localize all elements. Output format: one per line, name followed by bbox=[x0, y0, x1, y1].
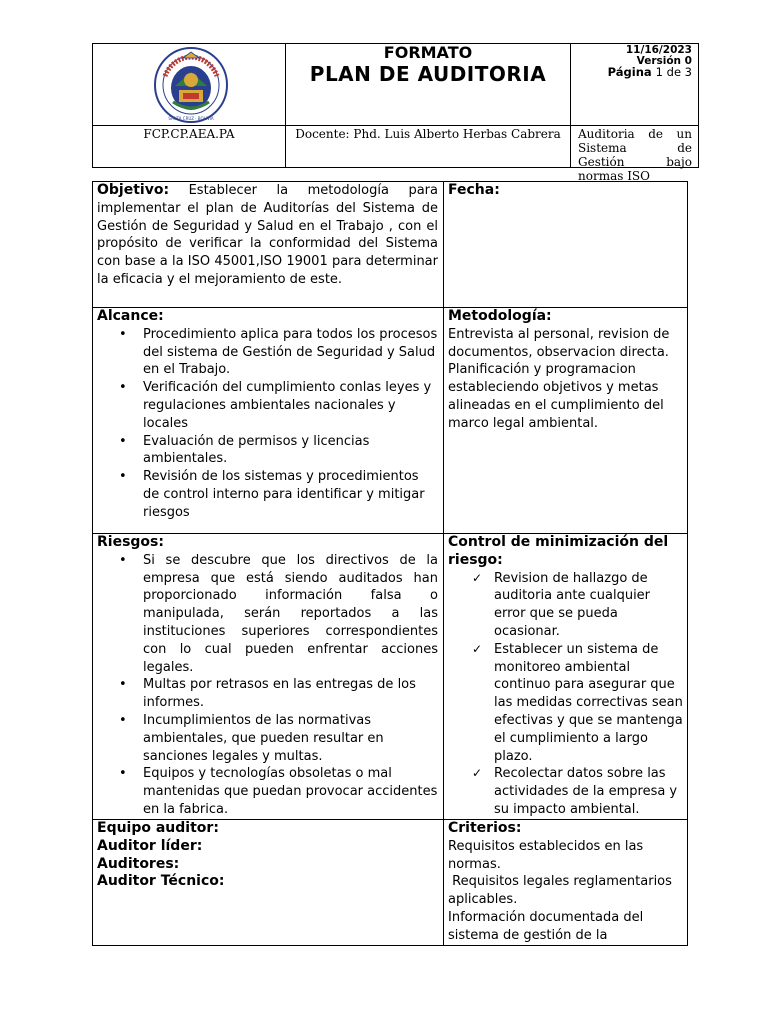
list-item: • Evaluación de permisos y licencias ambientales. bbox=[97, 433, 438, 469]
document-code: FCP.CP.AEA.PA bbox=[93, 126, 286, 167]
criteria-line: Requisitos establecidos en las normas. bbox=[448, 838, 644, 872]
document-meta bbox=[571, 44, 698, 126]
objective-row bbox=[93, 182, 687, 308]
scope-list bbox=[97, 326, 438, 522]
document-title: PLAN DE AUDITORIA bbox=[309, 62, 547, 86]
page-value: 1 de 3 bbox=[655, 65, 692, 79]
list-item: • Equipos y tecnologías obsoletas o mal mantenidas que puedan provocar accidentes en la fabrica. bbox=[97, 765, 438, 818]
risks-cell bbox=[93, 534, 444, 819]
title-cell bbox=[286, 44, 571, 126]
list-item-text: Establecer un sistema de monitoreo ambiental continuo para asegurar que las medidas correctivas sean efectivas y que se mantenga el cumplimiento a largo plazo. bbox=[494, 641, 683, 764]
list-item bbox=[448, 641, 684, 766]
list-item-text: Recolectar datos sobre las actividades de la empresa y su impacto ambiental. bbox=[494, 766, 678, 817]
risks-label: Riesgos: bbox=[97, 534, 164, 550]
audit-scope: Auditoria de un Sistema de Gestión bajo normas ISO bbox=[578, 127, 692, 183]
technical-auditor-label: Auditor Técnico: bbox=[97, 873, 225, 890]
methodology-cell bbox=[444, 308, 687, 533]
risks-list bbox=[97, 552, 438, 819]
methodology-paragraph: Planificación y programacion estableciendo objetivos y metas alineadas en el cumplimiento del marco legal ambiental. bbox=[448, 362, 664, 431]
methodology-label: Metodología: bbox=[448, 308, 552, 324]
methodology-paragraph: Entrevista al personal, revision de documentos, observacion directa. bbox=[448, 326, 670, 360]
logo-cell bbox=[93, 44, 286, 126]
criteria-label: Criterios: bbox=[448, 820, 522, 836]
list-item: • Incumplimientos de las normativas ambientales, que pueden resultar en sanciones legales y multas. bbox=[97, 712, 438, 765]
team-cell bbox=[93, 820, 444, 945]
checkmark-icon: ✓ bbox=[472, 766, 483, 781]
team-label: Equipo auditor: bbox=[97, 820, 219, 836]
list-item bbox=[448, 570, 684, 641]
document-date: 11/16/2023 bbox=[625, 44, 692, 56]
risks-row bbox=[93, 534, 687, 820]
checkmark-icon: ✓ bbox=[472, 570, 483, 585]
lead-auditor-label: Auditor líder: bbox=[97, 837, 203, 854]
objective-label: Objetivo: bbox=[97, 182, 170, 198]
document-header-table bbox=[92, 43, 699, 183]
teacher-name: Docente: Phd. Luis Alberto Herbas Cabrera bbox=[286, 126, 571, 167]
risk-control-list bbox=[448, 570, 684, 819]
document-kind: FORMATO bbox=[383, 43, 473, 62]
risk-control-cell bbox=[444, 534, 687, 819]
criteria-line: Información documentada del sistema de gestión de la bbox=[448, 909, 644, 943]
university-seal-logo bbox=[153, 46, 229, 124]
scope-label: Alcance: bbox=[97, 308, 164, 324]
audit-plan-table bbox=[92, 181, 688, 946]
list-item: • Revisión de los sistemas y procedimientos de control interno para identificar y mitigar riesgos bbox=[97, 468, 438, 521]
list-item-text: Revision de hallazgo de auditoria ante cualquier error que se pueda ocasionar. bbox=[494, 570, 651, 639]
page-number bbox=[571, 67, 692, 78]
document-version: Versión 0 bbox=[636, 55, 692, 67]
objective-cell bbox=[93, 182, 444, 307]
list-item: • Multas por retrasos en las entregas de los informes. bbox=[97, 676, 438, 712]
objective-text: Establecer la metodología para implementar el plan de Auditorías del Sistema de Gestión de Seguridad y Salud en el Trabajo , con el propósito de verificar la conformidad del Sistema con base a la ISO 45001,ISO 19001 para determinar la eficacia y el mejoramiento de este. bbox=[97, 183, 438, 287]
list-item: • Si se descubre que los directivos de la empresa que está siendo auditados han proporcionado información falsa o manipulada, serán reportados a las instituciones superiores correspondientes con lo cual pueden enfrentar acciones legales. bbox=[97, 552, 438, 677]
list-item: • Procedimiento aplica para todos los procesos del sistema de Gestión de Seguridad y Salud en el Trabajo. bbox=[97, 326, 438, 379]
date-label: Fecha: bbox=[448, 182, 500, 198]
scope-row bbox=[93, 308, 687, 534]
checkmark-icon: ✓ bbox=[472, 641, 483, 656]
criteria-line: Requisitos legales reglamentarios aplicables. bbox=[448, 874, 677, 908]
auditors-label: Auditores: bbox=[97, 855, 180, 872]
scope-cell bbox=[93, 308, 444, 533]
list-item: • Verificación del cumplimiento conlas leyes y regulaciones ambientales nacionales y locales bbox=[97, 379, 438, 432]
list-item bbox=[448, 765, 684, 818]
date-cell bbox=[444, 182, 687, 307]
risk-control-label: Control de minimización del riesgo: bbox=[448, 534, 669, 568]
page-label: Página bbox=[607, 65, 652, 79]
criteria-cell bbox=[444, 820, 687, 945]
team-row bbox=[93, 820, 687, 945]
svg-text:SANTA CRUZ · BOLIVIA: SANTA CRUZ · BOLIVIA bbox=[168, 116, 214, 121]
